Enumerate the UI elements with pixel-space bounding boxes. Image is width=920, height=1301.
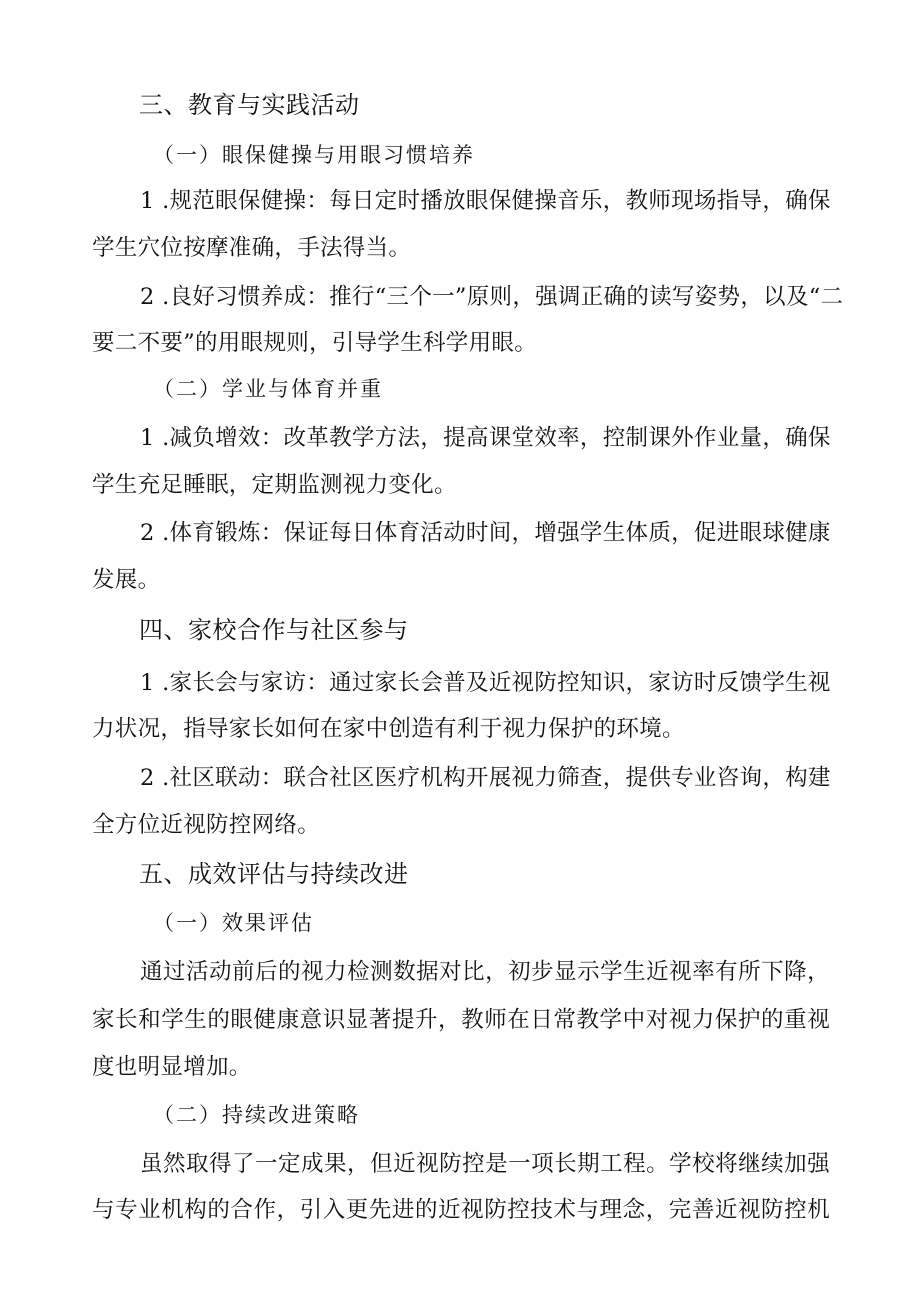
section-heading: 三、教育与实践活动 — [139, 91, 360, 119]
list-item-line: 发展。 — [92, 567, 161, 593]
list-item-line: 2 .体育锻炼：保证每日体育活动时间，增强学生体质，促进眼球健康 — [140, 520, 831, 546]
paragraph-line: 通过活动前后的视力检测数据对比，初步显示学生近视率有所下降， — [140, 959, 830, 985]
section-heading: 四、家校合作与社区参与 — [139, 616, 409, 644]
paragraph-line: 家长和学生的眼健康意识显著提升，教师在日常教学中对视力保护的重视 — [92, 1007, 830, 1033]
list-item-line: 1 .家长会与家访：通过家长会普及近视防控知识，家访时反馈学生视 — [140, 670, 831, 696]
list-item-line: 1 .规范眼保健操：每日定时播放眼保健操音乐，教师现场指导，确保 — [140, 188, 831, 214]
paragraph-line: 度也明显增加。 — [92, 1054, 252, 1080]
list-item-line: 1 .减负增效：改革教学方法，提高课堂效率，控制课外作业量，确保 — [140, 425, 831, 451]
list-item-line: 学生穴位按摩准确，手法得当。 — [92, 235, 412, 261]
list-item-line: 2 .社区联动：联合社区医疗机构开展视力筛查，提供专业咨询，构建 — [140, 765, 831, 791]
list-item-line: 2 .良好习惯养成：推行“三个一”原则，强调正确的读写姿势，以及“二 — [140, 284, 844, 310]
subsection-title: （二）学业与体育并重 — [153, 377, 383, 401]
list-item-line: 全方位近视防控网络。 — [92, 812, 321, 838]
list-item-line: 学生充足睡眠，定期监测视力变化。 — [92, 472, 457, 498]
paragraph-line: 与专业机构的合作，引入更先进的近视防控技术与理念，完善近视防控机 — [92, 1197, 830, 1223]
subsection-title: （二）持续改进策略 — [153, 1103, 360, 1127]
list-item-line: 要二不要”的用眼规则，引导学生科学用眼。 — [92, 330, 538, 356]
subsection-title: （一）效果评估 — [153, 911, 314, 935]
paragraph-line: 虽然取得了一定成果，但近视防控是一项长期工程。学校将继续加强 — [140, 1151, 830, 1177]
subsection-title: （一）眼保健操与用眼习惯培养 — [153, 143, 475, 167]
list-item-line: 力状况，指导家长如何在家中创造有利于视力保护的环境。 — [92, 716, 685, 742]
section-heading: 五、成效评估与持续改进 — [139, 860, 409, 888]
